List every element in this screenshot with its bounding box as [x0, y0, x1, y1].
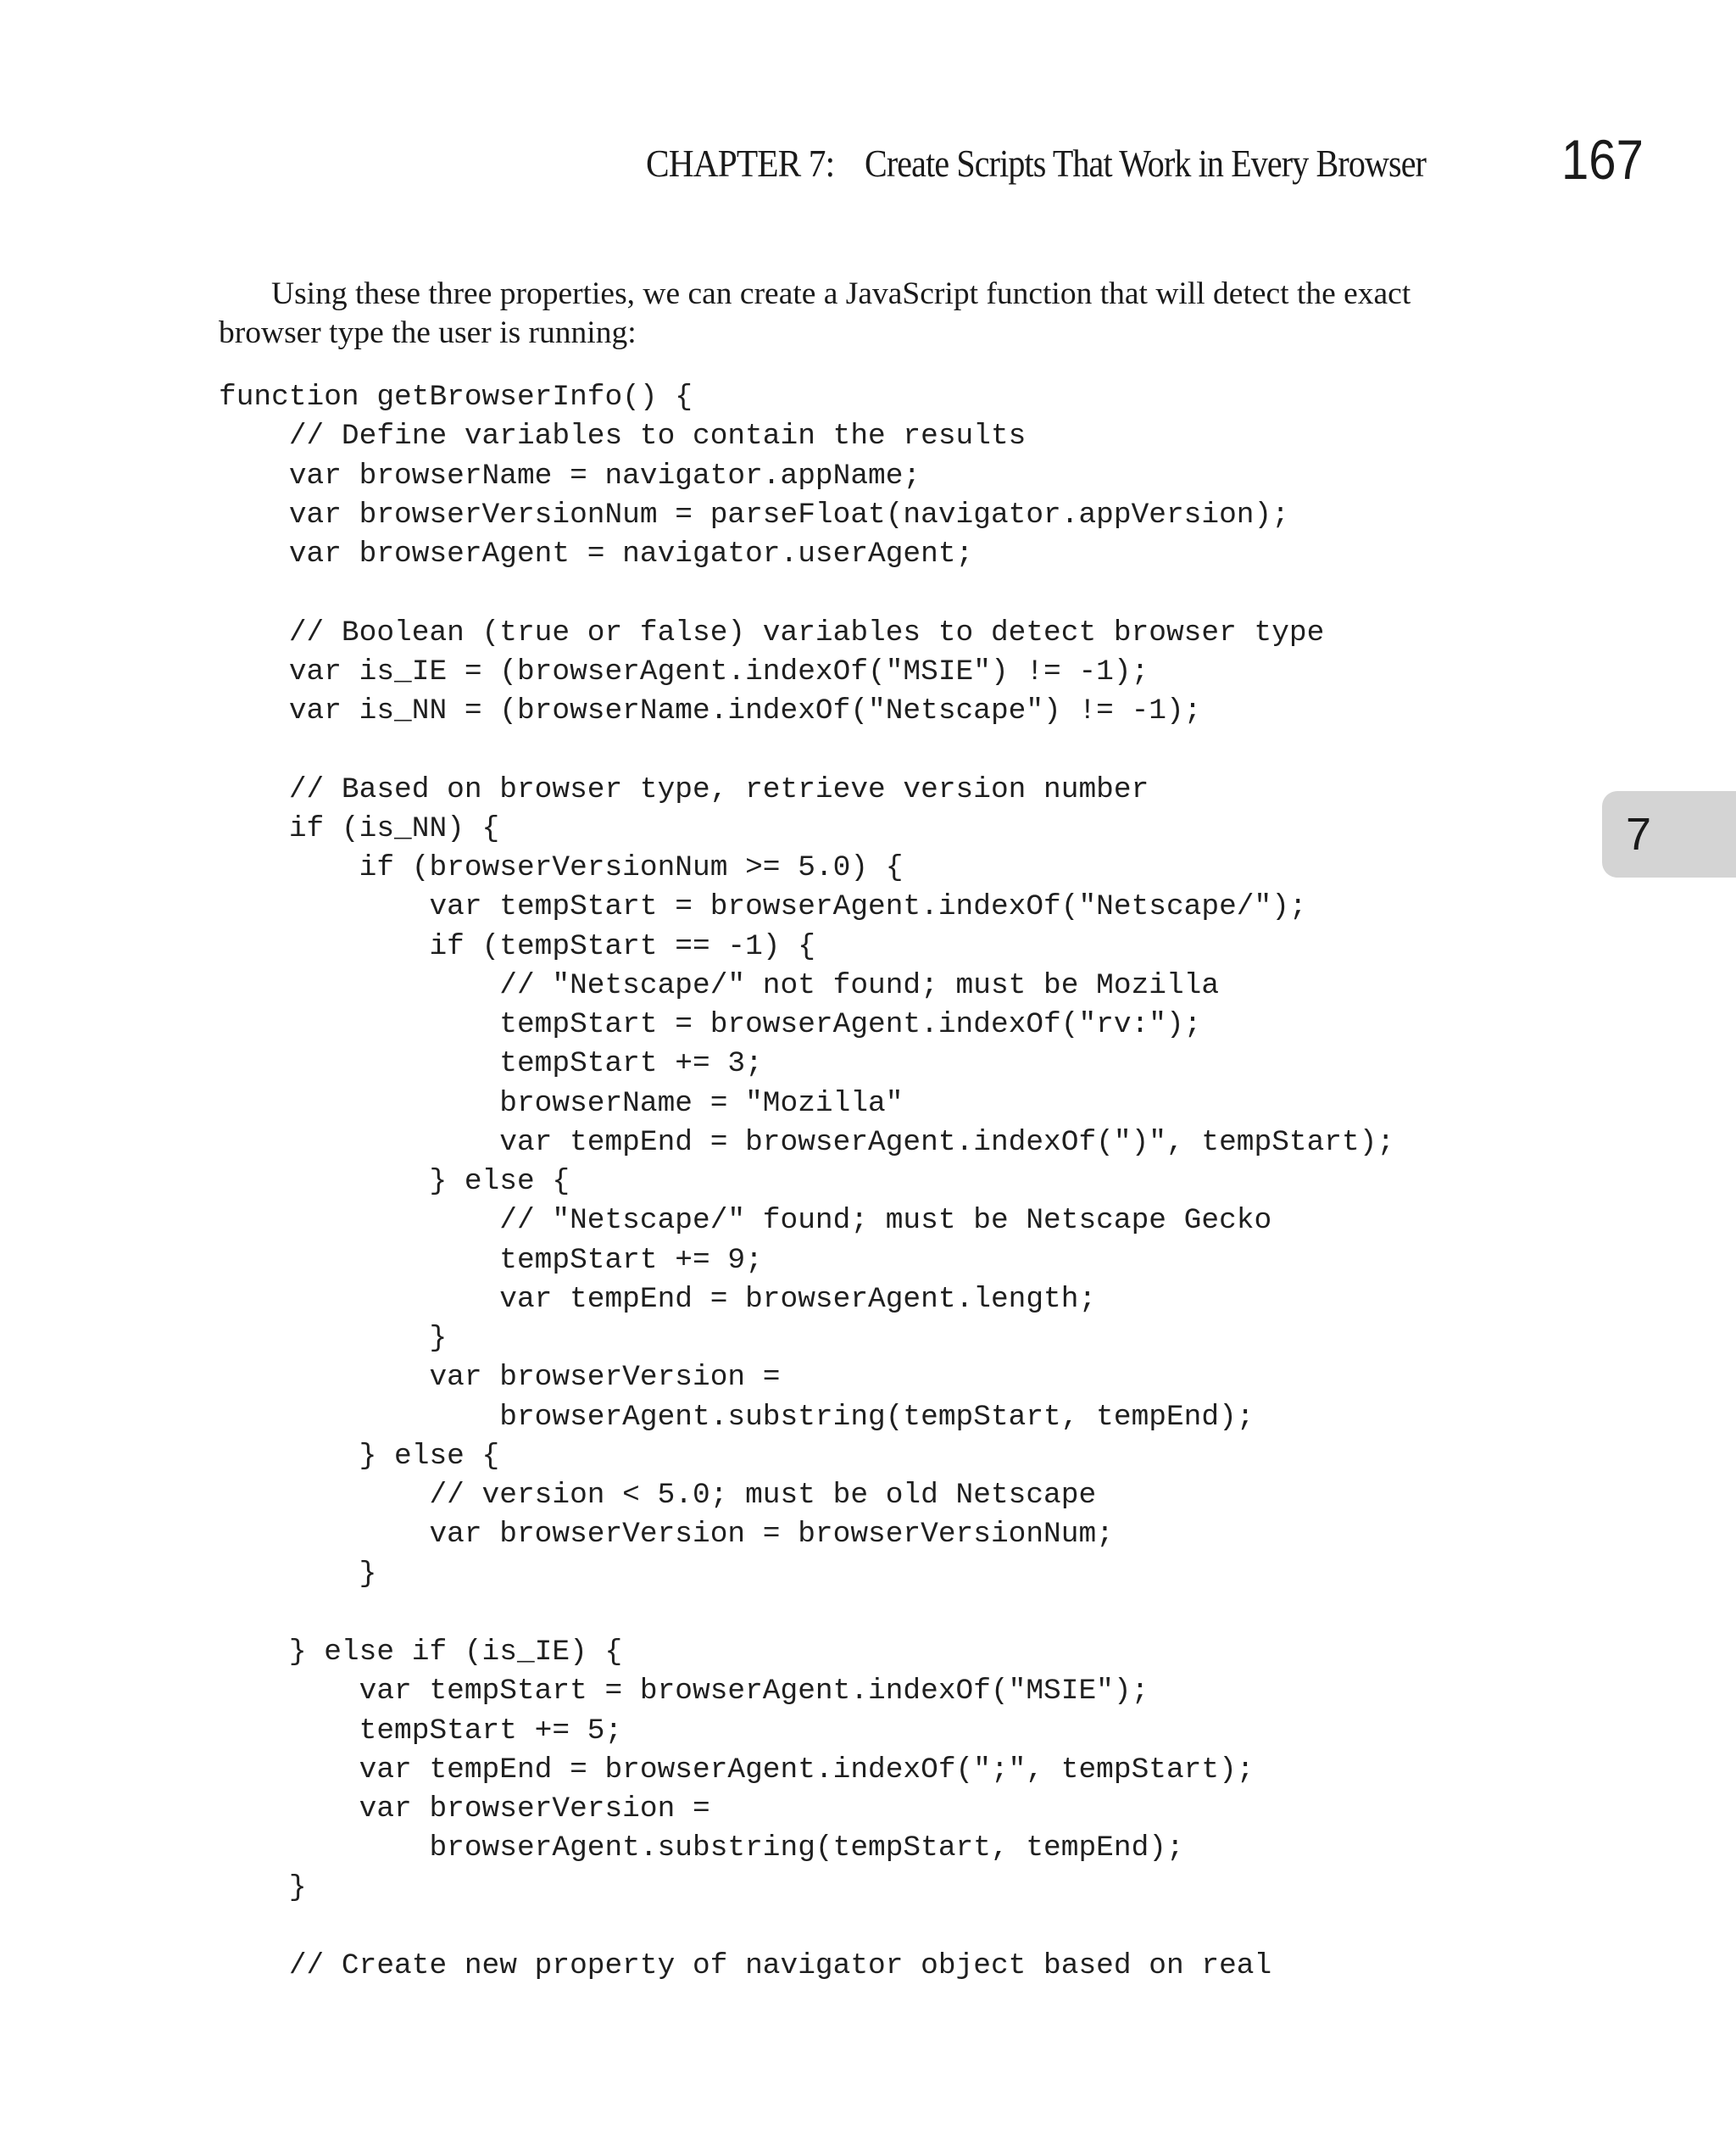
page-number: 167 [1561, 128, 1644, 191]
thumb-tab-label: 7 [1626, 809, 1652, 860]
chapter-title: Create Scripts That Work in Every Browser [865, 142, 1427, 185]
chapter-thumb-tab [1602, 791, 1736, 878]
intro-paragraph: Using these three properties, we can create a JavaScript function that will detect the exact browser type the user is running: [219, 276, 1411, 350]
code-listing: function getBrowserInfo() { // Define variables to contain the results var browserName = navigator.appName; var browserVersionNum = parseFloat(navigator.appVersion); var browserAgent = navigator.userAgent; // Boolean (true or false) variables to detect browser type var is_IE = (browserAgent.indexOf("MSIE") != -1); var is_NN = (browserName.indexOf("Netscape") != -1); // Based on browser type, retrieve version number if (is_NN) { if (browserVersionNum >= 5.0) { var tempStart = browserAgent.indexOf("Netscape/"); if (tempStart == -1) { // "Netscape/" not found; must be Mozilla tempStart = browserAgent.indexOf("rv:"); tempStart += 3; browserName = "Mozilla" var tempEnd = browserAgent.indexOf(")", tempStart); } else { // "Netscape/" found; must be Netscape Gecko tempStart += 9; var tempEnd = browserAgent.length; } var browserVersion = browserAgent.substring(tempStart, tempEnd); } else { // version < 5.0; must be old Netscape var browserVersion = browserVersionNum; } } else if (is_IE) { var tempStart = browserAgent.indexOf("MSIE"); tempStart += 5; var tempEnd = browserAgent.indexOf(";", tempStart); var browserVersion = browserAgent.substring(tempStart, tempEnd); } // Create new property of navigator object based on real [219, 381, 1395, 1982]
running-head [0, 127, 1736, 195]
chapter-label: CHAPTER 7: [646, 142, 835, 185]
